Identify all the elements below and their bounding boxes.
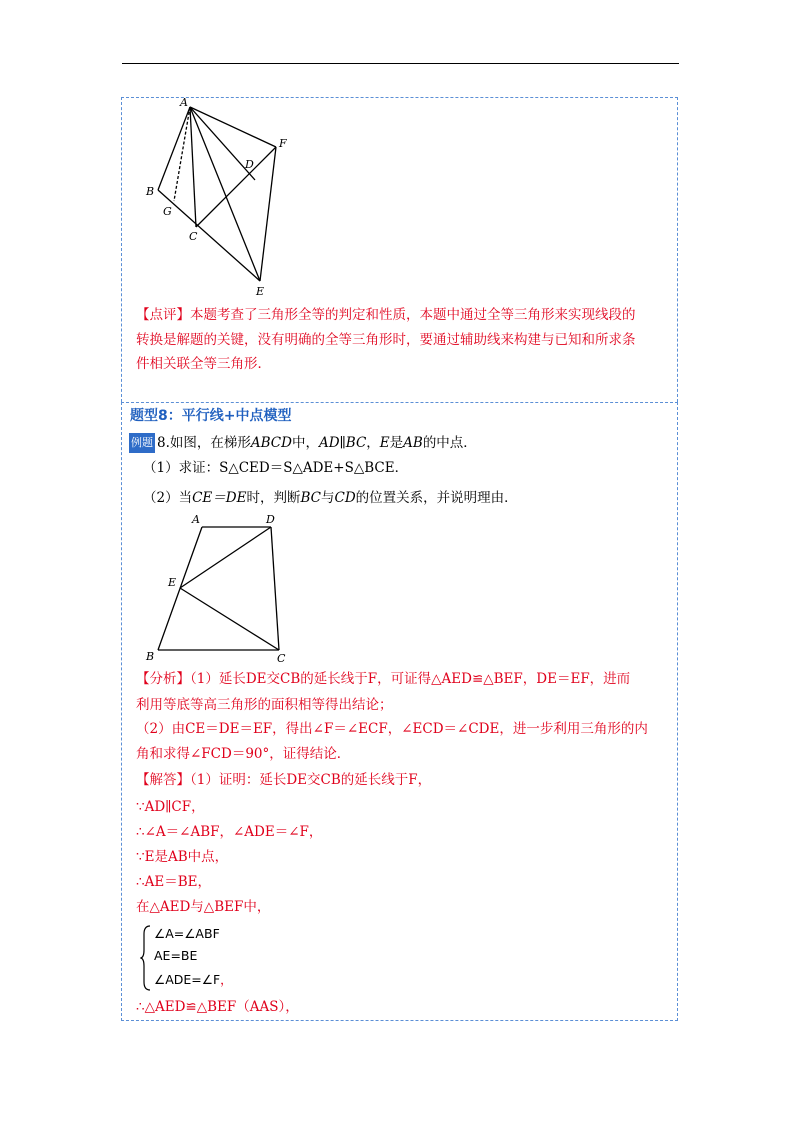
solution-line-4: ∵E是AB中点， [136, 849, 229, 865]
solution-line-1: 【解答】（1）证明：延长DE交CB的延长线于F， [136, 772, 432, 788]
question-1: （1）求证：S△CED＝S△ADE+S△BCE． [143, 460, 409, 476]
header-rule [122, 63, 679, 64]
brace-row-2: AE=BE [154, 948, 198, 963]
figure-trapezoid [140, 510, 300, 665]
label-G: G [163, 205, 172, 218]
label-E: E [256, 285, 265, 298]
label-B2: B [146, 650, 155, 663]
section-title: 题型8：平行线+中点模型 [130, 408, 292, 424]
label-E2: E [168, 576, 177, 589]
solution-line-5: ∴AE＝BE， [136, 874, 211, 890]
analysis-line-4: 角和求得∠FCD＝90°，证得结论． [136, 746, 351, 762]
analysis-line-2: 利用等底等高三角形的面积相等得出结论； [136, 697, 393, 713]
analysis-line-3: （2）由CE＝DE＝EF，得出∠F＝∠ECF，∠ECD＝∠CDE，进一步利用三角形的内 [136, 721, 648, 737]
brace-row-1: ∠A=∠ABF [154, 926, 220, 941]
comment-line-2: 转换是解题的关键，没有明确的全等三角形时，要通过辅助线来构建与已知和所求条 [136, 332, 636, 348]
solution-line-3: ∴∠A＝∠ABF，∠ADE＝∠F， [136, 824, 323, 840]
label-A: A [180, 96, 188, 109]
label-D2: D [266, 513, 275, 526]
label-D: D [245, 158, 254, 171]
label-B: B [146, 185, 155, 198]
label-A2: A [192, 513, 200, 526]
label-C: C [189, 230, 198, 243]
label-F: F [279, 137, 287, 150]
example-badge: 例题 [129, 433, 155, 453]
example-intro: 例题 8.如图，在梯形ABCD中，AD∥BC，E是AB的中点． [131, 435, 477, 451]
solution-line-2: ∵AD∥CF， [136, 799, 205, 815]
comment-line-1: 【点评】本题考查了三角形全等的判定和性质，本题中通过全等三角形来实现线段的 [136, 307, 636, 323]
analysis-line-1: 【分析】（1）延长DE交CB的延长线于F，可证得△AED≌△BEF，DE＝EF，进而 [136, 671, 631, 687]
brace-icon [140, 924, 152, 992]
solution-line-7: ∴△AED≌△BEF（AAS）， [136, 999, 299, 1015]
brace-row-3: ∠ADE=∠F， [154, 972, 233, 987]
comment-line-3: 件相关联全等三角形． [136, 356, 271, 372]
figure-quadrilateral [140, 95, 300, 300]
label-C2: C [277, 652, 286, 665]
question-2: （2）当CE＝DE时，判断BC与CD的位置关系，并说明理由． [143, 490, 518, 506]
solution-line-6: 在△AED与△BEF中， [136, 899, 271, 915]
